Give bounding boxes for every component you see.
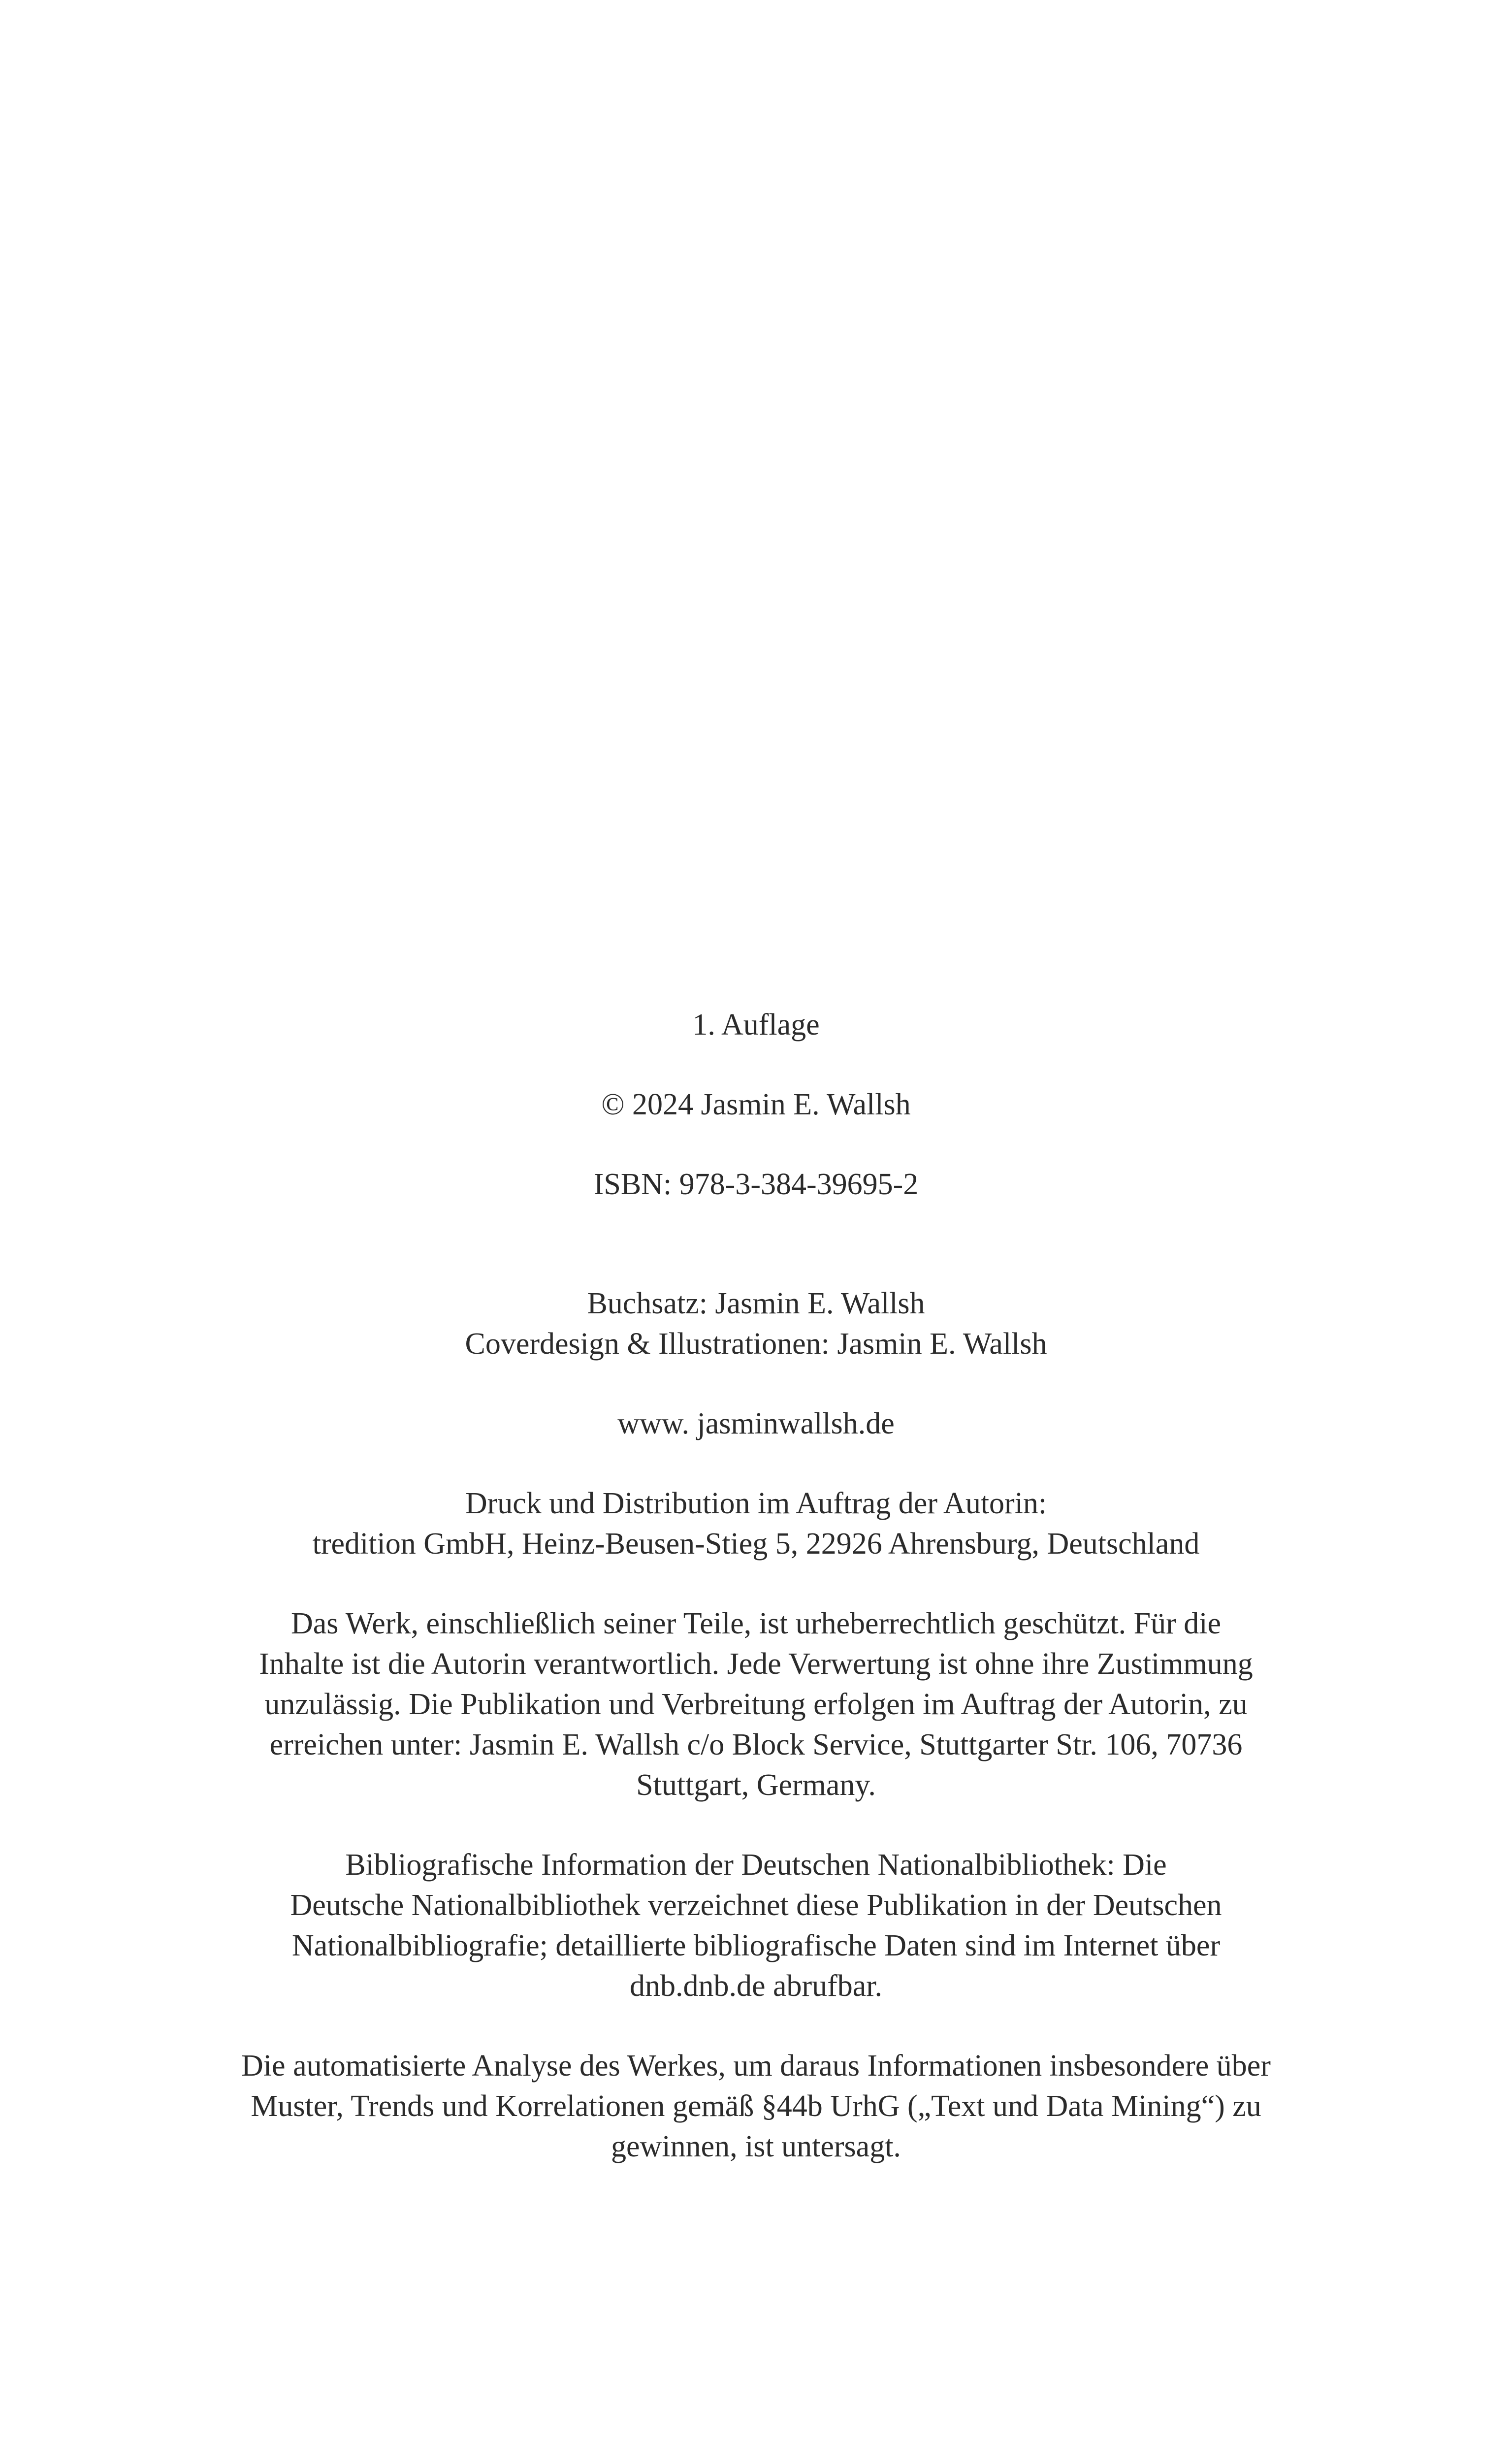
rights-notice-line: unzulässig. Die Publikation und Verbreitung erfolgen im Auftrag der Autorin, zu: [264, 1688, 1248, 1721]
rights-notice-line: Das Werk, einschließlich seiner Teile, ist urheberrechtlich geschützt. Für die: [290, 1607, 1222, 1640]
imprint-block: [0, 1005, 1512, 2167]
rights-notice-line: erreichen unter: Jasmin E. Wallsh c/o Block Service, Stuttgarter Str. 106, 70736: [269, 1728, 1243, 1761]
tdm-notice-line: gewinnen, ist untersagt.: [611, 2130, 901, 2163]
dnb-notice-line: Nationalbibliografie; detaillierte bibliografische Daten sind im Internet über: [291, 1929, 1221, 1962]
spacer: [0, 1564, 1512, 1603]
spacer: [0, 1045, 1512, 1084]
edition-line: 1. Auflage: [692, 1008, 820, 1042]
dnb-notice-line: Bibliografische Information der Deutschen Nationalbibliothek: Die: [345, 1848, 1167, 1882]
spacer: [0, 1805, 1512, 1845]
spacer: [0, 1205, 1512, 1283]
copyright-line: © 2024 Jasmin E. Wallsh: [601, 1088, 911, 1121]
spacer: [0, 1125, 1512, 1164]
website-line: www. jasminwallsh.de: [617, 1407, 895, 1440]
spacer: [0, 1444, 1512, 1483]
tdm-notice-line: Die automatisierte Analyse des Werkes, um daraus Informationen insbesondere über: [241, 2049, 1271, 2083]
spacer: [0, 1364, 1512, 1403]
cover-credit: Coverdesign & Illustrationen: Jasmin E. Wallsh: [465, 1327, 1047, 1361]
rights-notice-line: Inhalte ist die Autorin verantwortlich. Jede Verwertung ist ohne ihre Zustimmung: [259, 1647, 1253, 1681]
dnb-notice-line: dnb.dnb.de abrufbar.: [629, 1969, 883, 2003]
print-distribution-line: tredition GmbH, Heinz-Beusen-Stieg 5, 22926 Ahrensburg, Deutschland: [312, 1527, 1200, 1561]
isbn-line: ISBN: 978-3-384-39695-2: [593, 1168, 919, 1201]
rights-notice-line: Stuttgart, Germany.: [636, 1768, 876, 1802]
print-distribution-line: Druck und Distribution im Auftrag der Autorin:: [465, 1487, 1047, 1520]
spacer: [0, 2006, 1512, 2046]
typesetting-credit: Buchsatz: Jasmin E. Wallsh: [587, 1287, 925, 1320]
tdm-notice-line: Muster, Trends und Korrelationen gemäß §44b UrhG („Text und Data Mining“) zu: [251, 2089, 1261, 2123]
dnb-notice-line: Deutsche Nationalbibliothek verzeichnet diese Publikation in der Deutschen: [290, 1889, 1222, 1922]
